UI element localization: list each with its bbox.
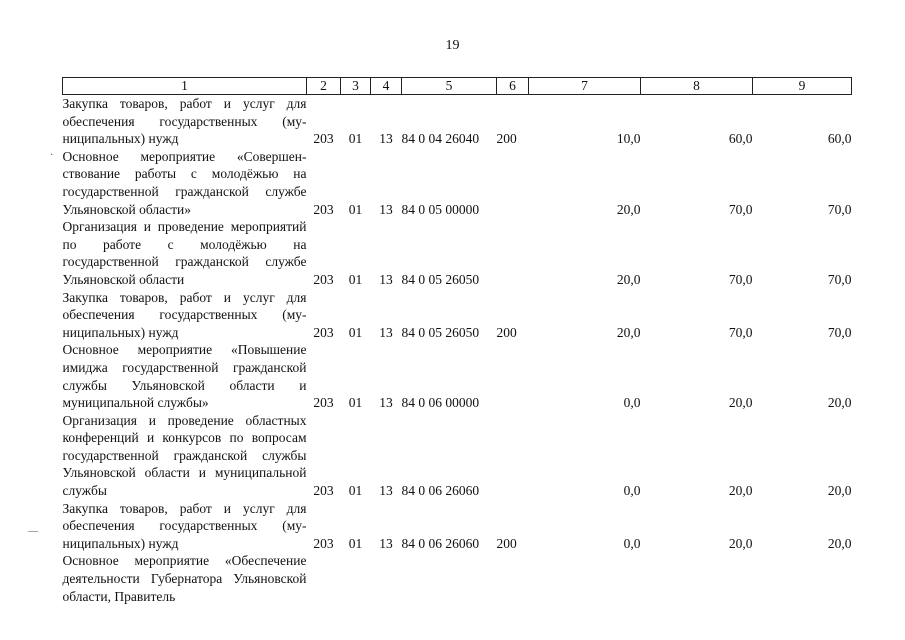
column-header: 3 [341,78,371,95]
cell-code-2: 203 [313,535,334,551]
cell-code-3: 01 [348,483,363,499]
cell-value-9: 70,0 [827,324,852,340]
cell-code-4: 13 [379,535,393,551]
column-header: 8 [641,78,753,95]
cell-target-article: 84 0 05 26050 [401,271,480,287]
cell-code-4: 13 [379,131,393,147]
cell-code-3: 01 [348,324,363,340]
cell-value-8: 70,0 [728,324,753,340]
cell-value-9: 70,0 [827,201,852,217]
cell-target-article: 84 0 05 00000 [401,201,480,217]
cell-value-7: 20,0 [616,271,641,287]
cell-code-2: 203 [313,271,334,287]
cell-code-2: 203 [313,201,334,217]
cell-expense-type: 200 [496,535,517,551]
cell-value-9: 20,0 [827,535,852,551]
cell-target-article: 84 0 05 26050 [401,324,480,340]
empty-cells [307,552,852,605]
cell-target-article: 84 0 04 26040 [401,131,480,147]
column-header: 5 [402,78,497,95]
table-row [63,95,852,148]
column-header: 6 [497,78,529,95]
cell-value-8: 20,0 [728,535,753,551]
cell-value-7: 0,0 [623,535,641,551]
column-header: 2 [307,78,341,95]
cell-value-9: 60,0 [827,131,852,147]
row-description: Основное мероприятие «Обеспечение деятельности Губернатора Ульяновской области, Правитель [62,553,307,604]
table-row [63,412,852,500]
row-description: Организация и проведение мероприятий по работе с молодёжью на государственной гражданской службе Ульяновской области [62,219,307,287]
scan-speck: · [50,150,54,161]
cell-code-4: 13 [379,395,393,411]
cell-code-4: 13 [379,271,393,287]
table-row [63,341,852,411]
cell-code-4: 13 [379,483,393,499]
column-header: 4 [371,78,402,95]
cell-code-3: 01 [348,131,363,147]
cell-value-7: 0,0 [623,395,641,411]
cell-value-7: 20,0 [616,324,641,340]
cell-value-9: 20,0 [827,395,852,411]
table-row [63,289,852,342]
row-description: Основное мероприятие «Повышение имиджа государственной гражданской службы Ульяновской области и муниципальной службы» [62,342,307,411]
cell-code-3: 01 [348,201,363,217]
column-header: 9 [753,78,852,95]
cell-value-7: 20,0 [616,201,641,217]
cell-value-8: 70,0 [728,271,753,287]
cell-value-8: 60,0 [728,131,753,147]
cell-code-4: 13 [379,324,393,340]
cell-target-article: 84 0 06 00000 [401,395,480,411]
table-row [63,218,852,288]
budget-table [62,77,852,605]
cell-expense-type [497,218,529,288]
cell-target-article: 84 0 06 26060 [401,483,480,499]
cell-code-2: 203 [313,131,334,147]
row-description: Организация и проведение областных конференций и конкурсов по вопросам государственной гражданской службы Ульяновской области и муниципальной службы [62,412,307,499]
page-number: 19 [445,38,460,53]
cell-value-8: 20,0 [728,483,753,499]
column-header: 1 [63,78,307,95]
table-row-continued [63,552,852,605]
row-description: Основное мероприятие «Совершенствование работы с молодёжью на государственной гражданской службе Ульяновской области» [62,148,307,217]
cell-code-2: 203 [313,483,334,499]
cell-code-3: 01 [348,271,363,287]
cell-value-9: 20,0 [827,483,852,499]
column-number-header-row [63,78,852,95]
table-row [63,500,852,553]
cell-target-article: 84 0 06 26060 [401,535,480,551]
column-header: 7 [529,78,641,95]
row-description: Закупка товаров, работ и услуг для обеспечения государственных (муниципальных) нужд [62,500,307,551]
cell-code-2: 203 [313,324,334,340]
cell-code-3: 01 [348,395,363,411]
scan-mark: ‒‒ [28,526,38,537]
cell-expense-type [497,341,529,411]
row-description: Закупка товаров, работ и услуг для обеспечения государственных (муниципальных) нужд [62,96,307,147]
cell-code-3: 01 [348,535,363,551]
table-row [63,148,852,218]
cell-code-2: 203 [313,395,334,411]
cell-expense-type [497,148,529,218]
cell-value-9: 70,0 [827,271,852,287]
cell-value-7: 0,0 [623,483,641,499]
cell-value-7: 10,0 [616,131,641,147]
cell-expense-type: 200 [496,131,517,147]
row-description: Закупка товаров, работ и услуг для обеспечения государственных (муниципальных) нужд [62,289,307,340]
cell-expense-type: 200 [496,324,517,340]
cell-value-8: 70,0 [728,201,753,217]
cell-code-4: 13 [379,201,393,217]
cell-value-8: 20,0 [728,395,753,411]
cell-expense-type [497,412,529,500]
